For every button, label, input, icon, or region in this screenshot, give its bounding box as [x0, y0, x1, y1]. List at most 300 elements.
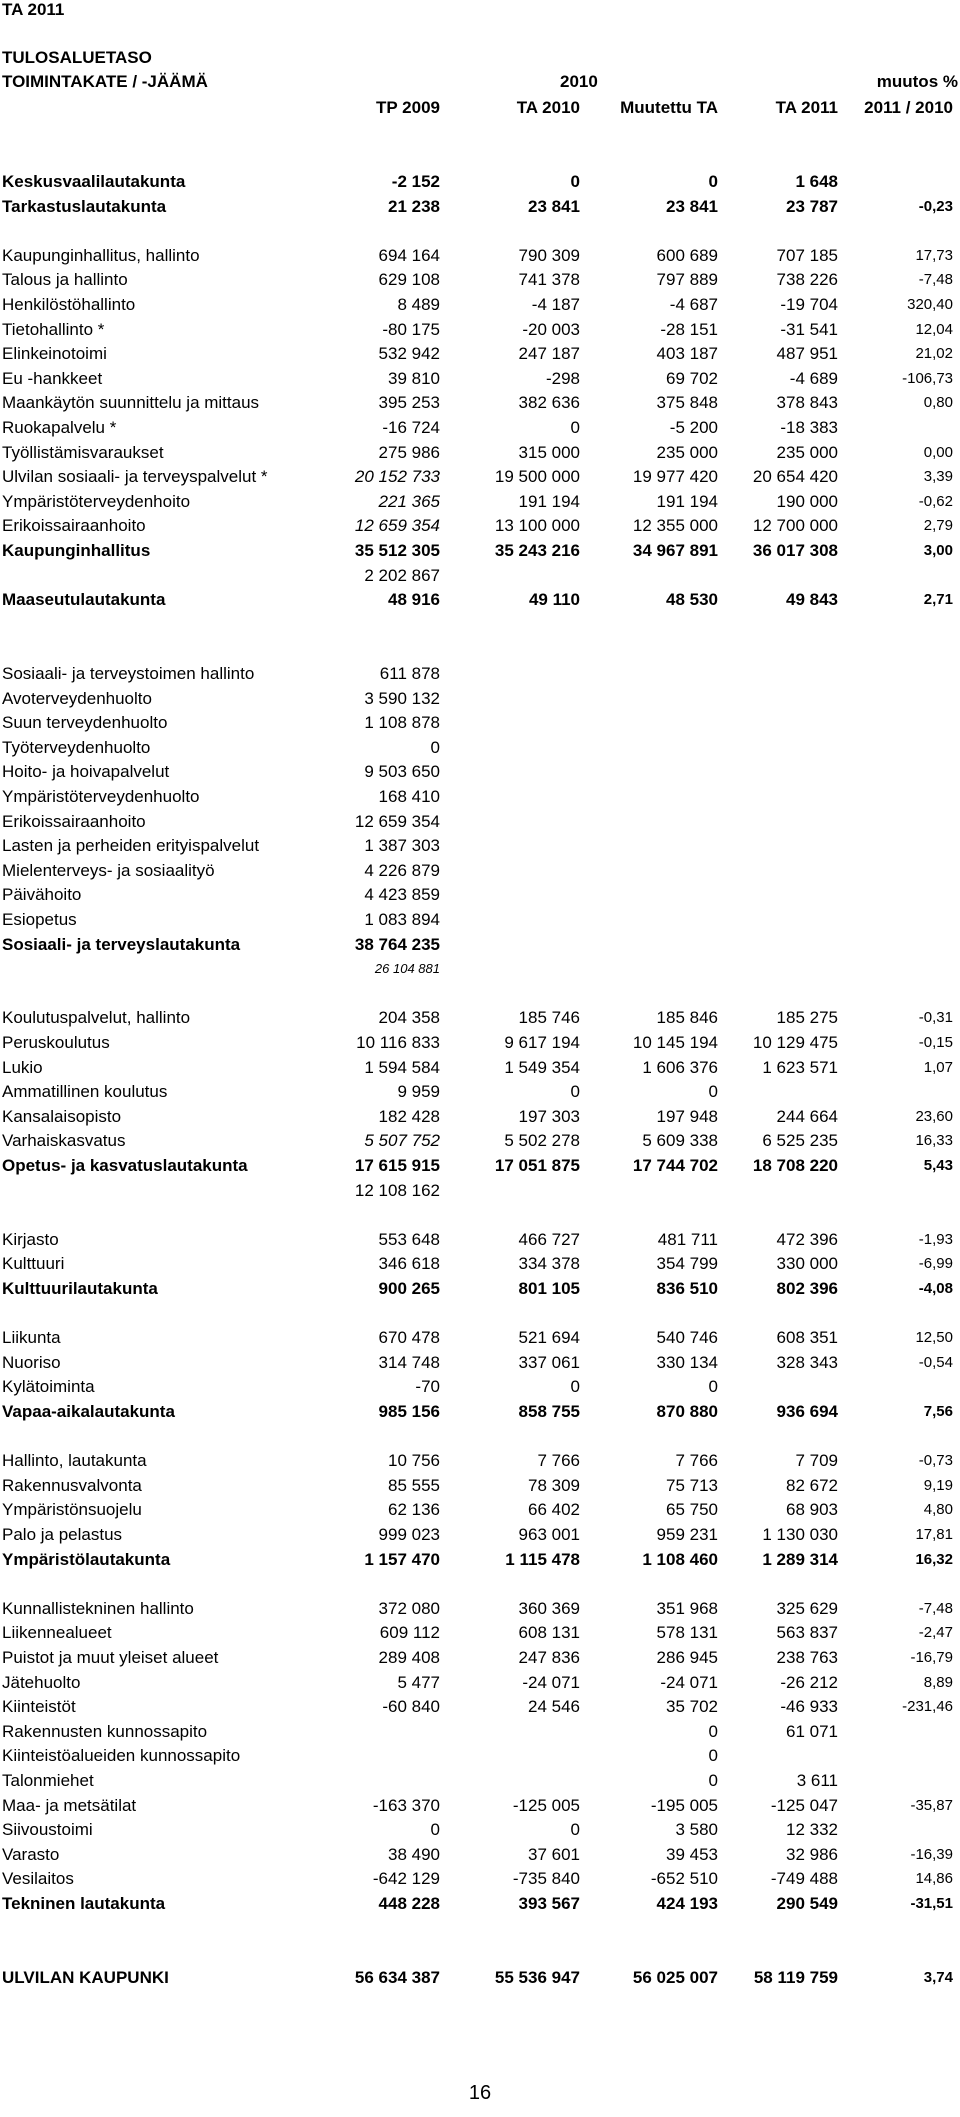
row-label: Kunnallistekninen hallinto	[2, 1598, 194, 1618]
subtotal-row	[0, 1966, 960, 1990]
cell-ta2010: 35 243 216	[494, 541, 580, 560]
table-row	[0, 859, 960, 883]
table-row	[0, 1818, 960, 1842]
cell-ta2011: 707 185	[776, 245, 838, 265]
cell-tp2009: 3 590 132	[364, 688, 440, 708]
cell-tp2009: 12 659 354	[354, 811, 440, 831]
cell-ta2011: 23 787	[786, 196, 838, 216]
cell-ta2011: 49 843	[786, 590, 838, 610]
table-row	[0, 293, 960, 317]
cell-muutettu-ta: 286 945	[656, 1648, 718, 1667]
cell-ta2010: 0	[570, 1820, 580, 1840]
row-label: Työterveydenhuolto	[2, 737, 151, 757]
table-row	[0, 490, 960, 514]
cell-ta2011: 3 611	[796, 1771, 838, 1790]
cell-change: -231,46	[902, 1698, 953, 1716]
row-label: Kylätoiminta	[2, 1377, 95, 1397]
table-row	[0, 1843, 960, 1867]
cell-ta2010: 315 000	[518, 442, 580, 462]
cell-tp2009: 5 507 752	[364, 1131, 440, 1151]
cell-change: -6,99	[918, 1255, 953, 1273]
cell-ta2011: 290 549	[776, 1894, 838, 1913]
cell-ta2011: 328 343	[776, 1352, 838, 1372]
table-row	[0, 1351, 960, 1375]
cell-ta2010: 858 755	[518, 1402, 580, 1421]
cell-muutettu-ta: 481 711	[657, 1229, 718, 1249]
cell-ta2011: 244 664	[776, 1106, 838, 1126]
cell-change: 17,73	[915, 246, 953, 264]
cell-ta2011: 12 700 000	[752, 516, 838, 536]
row-label: Lasten ja perheiden erityispalvelut	[2, 836, 260, 856]
cell-ta2011: -18 383	[780, 418, 838, 437]
cell-muutettu-ta: 0	[708, 172, 718, 191]
row-label: Talonmiehet	[2, 1771, 94, 1790]
cell-change: -0,31	[918, 1009, 953, 1027]
row-label: Hallinto, lautakunta	[2, 1451, 147, 1471]
cell-muutettu-ta: 65 750	[666, 1500, 718, 1520]
row-label: Tietohallinto *	[2, 319, 105, 339]
cell-ta2011: 1 289 314	[762, 1549, 838, 1569]
table-row	[0, 1375, 960, 1399]
table-row	[0, 268, 960, 292]
cell-muutettu-ta: 424 193	[656, 1894, 718, 1913]
table-row	[0, 1523, 960, 1547]
row-label: Mielenterveys- ja sosiaalityö	[2, 860, 215, 880]
cell-tp2009: 1 594 584	[364, 1057, 440, 1077]
cell-ta2010: 521 694	[518, 1328, 580, 1348]
cell-muutettu-ta: 0	[708, 1082, 718, 1102]
cell-tp2009: 275 986	[378, 442, 440, 462]
row-label: Työllistämisvaraukset	[2, 442, 164, 462]
table-row	[0, 1056, 960, 1080]
row-label: Puistot ja muut yleiset alueet	[2, 1648, 219, 1667]
table-row	[0, 957, 960, 981]
row-label: Siivoustoimi	[2, 1820, 93, 1840]
cell-tp2009: 448 228	[378, 1894, 440, 1913]
cell-tp2009: 900 265	[378, 1279, 440, 1298]
cell-muutettu-ta: 797 889	[656, 270, 718, 290]
cell-ta2010: 9 617 194	[504, 1033, 580, 1052]
cell-ta2011: 1 130 030	[762, 1525, 838, 1544]
cell-muutettu-ta: 354 799	[656, 1254, 718, 1274]
cell-ta2010: 49 110	[528, 590, 580, 610]
cell-change: 5,43	[923, 1157, 953, 1174]
subtotal-row	[0, 1892, 960, 1916]
cell-muutettu-ta: 56 025 007	[632, 1967, 718, 1987]
subtotal-row	[0, 1154, 960, 1178]
cell-ta2011: 68 903	[786, 1500, 838, 1520]
row-label: Talous ja hallinto	[2, 270, 128, 290]
cell-muutettu-ta: 10 145 194	[632, 1033, 718, 1052]
cell-ta2011: 1 648	[795, 172, 838, 191]
cell-muutettu-ta: 69 702	[666, 368, 718, 388]
cell-tp2009: 1 108 878	[364, 713, 440, 733]
cell-muutettu-ta: 330 134	[656, 1352, 718, 1372]
cell-ta2010: 13 100 000	[494, 516, 580, 536]
table-row	[0, 391, 960, 415]
cell-tp2009: 8 489	[397, 295, 440, 314]
cell-change: -0,15	[918, 1034, 953, 1051]
cell-ta2011: 325 629	[776, 1598, 838, 1618]
cell-ta2011: 487 951	[776, 344, 838, 364]
cell-tp2009: 314 748	[378, 1352, 440, 1372]
cell-ta2010: 66 402	[528, 1500, 580, 1520]
cell-change: 2,79	[923, 517, 953, 535]
cell-muutettu-ta: 870 880	[656, 1402, 718, 1421]
cell-ta2010: 191 194	[518, 491, 580, 511]
cell-tp2009: 39 810	[388, 368, 440, 388]
cell-tp2009: 553 648	[378, 1229, 440, 1249]
row-label: Kulttuurilautakunta	[2, 1279, 158, 1298]
table-row	[0, 1080, 960, 1104]
cell-tp2009: 85 555	[388, 1475, 440, 1495]
row-label: Kaupunginhallitus	[2, 541, 151, 560]
cell-ta2010: 466 727	[518, 1229, 580, 1249]
cell-ta2010: -20 003	[522, 319, 580, 339]
cell-ta2011: -4 689	[789, 368, 838, 388]
cell-change: 9,19	[923, 1476, 953, 1494]
row-label: Rakennusvalvonta	[2, 1475, 142, 1495]
cell-muutettu-ta: 197 948	[656, 1106, 718, 1126]
cell-tp2009: 10 116 833	[356, 1033, 440, 1052]
cell-ta2011: 7 709	[795, 1451, 838, 1471]
row-label: Palo ja pelastus	[2, 1525, 123, 1544]
cell-muutettu-ta: 375 848	[656, 393, 718, 413]
cell-tp2009: -16 724	[382, 418, 440, 437]
row-label: Ympäristönsuojelu	[2, 1500, 142, 1520]
cell-ta2010: -298	[545, 368, 580, 388]
cell-change: -0,62	[918, 492, 953, 510]
cell-ta2010: 963 001	[518, 1525, 580, 1544]
cell-muutettu-ta: 0	[708, 1377, 718, 1397]
cell-muutettu-ta: 191 194	[656, 491, 718, 511]
cell-muutettu-ta: 12 355 000	[632, 516, 718, 536]
cell-ta2010: -735 840	[512, 1869, 580, 1889]
row-label: Liikennealueet	[2, 1623, 112, 1643]
cell-ta2010: -4 187	[531, 295, 580, 314]
cell-change: -7,48	[918, 271, 953, 289]
change-percent-header: muutos %	[876, 72, 958, 91]
cell-ta2011: -19 704	[780, 295, 838, 314]
cell-muutettu-ta: -4 687	[669, 295, 718, 314]
row-label: Sosiaali- ja terveystoimen hallinto	[2, 664, 255, 683]
cell-ta2010: 17 051 875	[494, 1156, 580, 1175]
cell-muutettu-ta: 0	[708, 1721, 718, 1741]
cell-ta2011: 608 351	[776, 1328, 838, 1348]
cell-ta2011: 936 694	[776, 1402, 838, 1421]
table-row	[0, 1720, 960, 1744]
table-row	[0, 760, 960, 784]
cell-change: -0,23	[918, 197, 953, 215]
table-row	[0, 883, 960, 907]
table-row	[0, 342, 960, 366]
table-row	[0, 441, 960, 465]
cell-ta2011: 802 396	[776, 1279, 838, 1298]
cell-tp2009: 2 202 867	[364, 565, 440, 585]
subtotal-row	[0, 170, 960, 194]
cell-tp2009: 56 634 387	[354, 1967, 440, 1987]
cell-tp2009: 20 152 733	[354, 467, 440, 487]
cell-tp2009: 395 253	[378, 393, 440, 413]
table-row	[0, 367, 960, 391]
year-2010-header: 2010	[560, 72, 598, 91]
cell-muutettu-ta: 0	[708, 1771, 718, 1790]
cell-change: 1,07	[923, 1058, 953, 1076]
cell-ta2010: 19 500 000	[494, 467, 580, 487]
cell-muutettu-ta: 7 766	[675, 1451, 718, 1471]
cell-tp2009: 9 959	[397, 1082, 440, 1102]
row-label: Vapaa-aikalautakunta	[2, 1402, 175, 1421]
table-row	[0, 1179, 960, 1203]
subtotal-row	[0, 1548, 960, 1572]
table-row	[0, 1129, 960, 1153]
cell-ta2010: 197 303	[518, 1106, 580, 1126]
cell-muutettu-ta: -5 200	[669, 418, 718, 437]
cell-ta2010: 608 131	[518, 1623, 580, 1643]
cell-change: 14,86	[915, 1870, 953, 1888]
cell-tp2009: 21 238	[388, 196, 440, 216]
cell-muutettu-ta: 48 530	[666, 590, 718, 610]
cell-tp2009: 9 503 650	[364, 762, 440, 782]
row-label: Rakennusten kunnossapito	[2, 1721, 208, 1741]
table-row	[0, 514, 960, 538]
cell-muutettu-ta: 836 510	[656, 1279, 718, 1298]
table-row	[0, 662, 960, 686]
cell-ta2011: 20 654 420	[752, 467, 838, 487]
row-label: Suun terveydenhuolto	[2, 713, 168, 733]
cell-ta2011: 1 623 571	[762, 1057, 838, 1077]
row-label: Kirjasto	[2, 1229, 59, 1249]
subtotal-row	[0, 1277, 960, 1301]
cell-muutettu-ta: 351 968	[656, 1598, 718, 1618]
row-label: Ruokapalvelu *	[2, 418, 117, 437]
cell-ta2011: 185 275	[776, 1008, 838, 1028]
cell-change: 320,40	[907, 296, 953, 313]
row-label: Keskusvaalilautakunta	[2, 172, 186, 191]
cell-ta2011: -31 541	[780, 319, 838, 339]
table-row	[0, 1671, 960, 1695]
row-label: Hoito- ja hoivapalvelut	[2, 762, 170, 782]
cell-muutettu-ta: 1 108 460	[642, 1549, 718, 1569]
cell-tp2009: -80 175	[382, 319, 440, 339]
cell-muutettu-ta: 19 977 420	[632, 467, 718, 487]
cell-ta2011: 238 763	[776, 1648, 838, 1667]
table-row	[0, 1031, 960, 1055]
cell-ta2011: -46 933	[780, 1697, 838, 1717]
row-label: ULVILAN KAUPUNKI	[2, 1967, 169, 1987]
row-label: Liikunta	[2, 1328, 61, 1348]
cell-muutettu-ta: 540 746	[656, 1328, 718, 1348]
col-header-change: 2011 / 2010	[864, 98, 953, 117]
cell-muutettu-ta: 235 000	[656, 442, 718, 462]
cell-muutettu-ta: 75 713	[666, 1475, 718, 1495]
table-row	[0, 1867, 960, 1891]
cell-tp2009: -163 370	[372, 1795, 440, 1815]
cell-ta2011: 82 672	[786, 1475, 838, 1495]
cell-tp2009: 611 878	[379, 664, 440, 683]
row-label: Ulvilan sosiaali- ja terveyspalvelut *	[2, 467, 268, 487]
cell-ta2011: 6 525 235	[762, 1131, 838, 1151]
subtotal-row	[0, 195, 960, 219]
table-row	[0, 1769, 960, 1793]
cell-tp2009: 221 365	[378, 491, 440, 511]
row-label: Sosiaali- ja terveyslautakunta	[2, 934, 241, 954]
cell-change: -7,48	[918, 1599, 953, 1617]
table-row	[0, 711, 960, 735]
cell-tp2009: 182 428	[378, 1106, 440, 1126]
cell-ta2010: 0	[570, 1082, 580, 1102]
row-label: Kiinteistöalueiden kunnossapito	[2, 1746, 241, 1766]
row-label: Esiopetus	[2, 910, 77, 929]
cell-ta2011: 738 226	[776, 270, 838, 290]
cell-tp2009: 0	[430, 737, 440, 757]
row-label: Ympäristöterveydenhuolto	[2, 787, 200, 806]
cell-ta2011: 190 000	[776, 491, 838, 511]
cell-change: 4,80	[923, 1501, 953, 1519]
table-row	[0, 1597, 960, 1621]
row-label: Peruskoulutus	[2, 1033, 110, 1052]
table-row	[0, 687, 960, 711]
cell-muutettu-ta: -24 071	[660, 1672, 718, 1692]
table-row	[0, 785, 960, 809]
cell-tp2009: 62 136	[388, 1500, 440, 1520]
cell-ta2010: 185 746	[518, 1008, 580, 1028]
cell-muutettu-ta: 600 689	[656, 245, 718, 265]
cell-tp2009: 1 083 894	[364, 910, 440, 929]
cell-tp2009: 694 164	[378, 245, 440, 265]
row-label: Jätehuolto	[2, 1672, 81, 1692]
cell-muutettu-ta: 959 231	[656, 1525, 718, 1544]
table-row	[0, 1474, 960, 1498]
col-header-ta2010: TA 2010	[516, 98, 580, 117]
row-label: Avoterveydenhuolto	[2, 688, 152, 708]
cell-tp2009: 609 112	[379, 1623, 440, 1643]
cell-ta2011: 472 396	[776, 1229, 838, 1249]
table-row	[0, 1449, 960, 1473]
row-label: Lukio	[2, 1057, 43, 1077]
table-row	[0, 244, 960, 268]
table-row	[0, 318, 960, 342]
cell-change: -0,73	[918, 1452, 953, 1470]
cell-ta2010: 247 836	[518, 1648, 580, 1667]
table-row	[0, 1498, 960, 1522]
row-label: Varasto	[2, 1844, 60, 1864]
row-label: Ammatillinen koulutus	[2, 1082, 168, 1102]
table-row	[0, 1326, 960, 1350]
row-label: Tarkastuslautakunta	[2, 196, 167, 216]
table-row	[0, 1794, 960, 1818]
row-label: Kulttuuri	[2, 1254, 65, 1274]
subtotal-row	[0, 588, 960, 612]
cell-tp2009: -60 840	[382, 1697, 440, 1717]
cell-change: 17,81	[915, 1526, 953, 1543]
cell-ta2011: -125 047	[770, 1795, 838, 1815]
cell-ta2011: 58 119 759	[753, 1967, 838, 1987]
cell-ta2010: 393 567	[518, 1894, 580, 1913]
subtotal-row	[0, 1400, 960, 1424]
cell-ta2010: 334 378	[518, 1254, 580, 1274]
page-number: 16	[468, 2082, 492, 2104]
cell-muutettu-ta: 578 131	[656, 1623, 718, 1643]
cell-tp2009: 26 104 881	[374, 961, 440, 977]
cell-change: 16,33	[915, 1132, 953, 1150]
cell-muutettu-ta: -28 151	[660, 319, 718, 339]
cell-change: 16,32	[915, 1550, 953, 1568]
row-label: Elinkeinotoimi	[2, 344, 107, 364]
cell-tp2009: 629 108	[378, 270, 440, 290]
cell-tp2009: 5 477	[397, 1672, 440, 1692]
table-row	[0, 1621, 960, 1645]
cell-change: -1,93	[918, 1230, 953, 1248]
cell-ta2010: 247 187	[518, 344, 580, 364]
cell-ta2010: 801 105	[518, 1279, 580, 1298]
cell-change: 0,00	[923, 443, 953, 461]
table-row	[0, 1252, 960, 1276]
cell-muutettu-ta: 34 967 891	[632, 541, 718, 560]
cell-change: -31,51	[910, 1895, 953, 1912]
document-title: TA 2011	[2, 0, 65, 19]
cell-ta2011: -26 212	[780, 1672, 838, 1692]
cell-change: -16,39	[910, 1845, 953, 1863]
cell-tp2009: -642 129	[372, 1869, 440, 1889]
table-row	[0, 908, 960, 932]
cell-muutettu-ta: 3 580	[675, 1820, 718, 1840]
cell-muutettu-ta: 17 744 702	[632, 1156, 718, 1175]
cell-muutettu-ta: -652 510	[650, 1869, 718, 1889]
cell-tp2009: 4 423 859	[364, 885, 440, 905]
table-row	[0, 1744, 960, 1768]
cell-tp2009: 4 226 879	[364, 860, 440, 880]
cell-tp2009: 346 618	[378, 1254, 440, 1274]
cell-ta2011: 61 071	[786, 1721, 838, 1741]
row-label: Opetus- ja kasvatuslautakunta	[2, 1156, 248, 1175]
cell-ta2010: 55 536 947	[494, 1967, 580, 1987]
cell-tp2009: 12 659 354	[354, 516, 440, 536]
cell-tp2009: 372 080	[378, 1598, 440, 1618]
row-label: Nuoriso	[2, 1352, 61, 1372]
cell-ta2010: 24 546	[528, 1697, 580, 1717]
cell-muutettu-ta: 5 609 338	[642, 1131, 718, 1151]
cell-ta2010: 78 309	[528, 1475, 580, 1495]
cell-tp2009: 289 408	[378, 1648, 440, 1667]
cell-tp2009: 204 358	[378, 1008, 440, 1028]
cell-change: 21,02	[915, 345, 953, 363]
table-row	[0, 465, 960, 489]
cell-muutettu-ta: 0	[708, 1746, 718, 1766]
cell-muutettu-ta: 1 606 376	[642, 1057, 718, 1077]
cell-ta2011: 235 000	[776, 442, 838, 462]
row-label: Maaseutulautakunta	[2, 590, 166, 610]
cell-ta2011: 330 000	[776, 1254, 838, 1274]
cell-change: -4,08	[918, 1280, 953, 1297]
cell-change: -0,54	[918, 1353, 953, 1371]
cell-change: -106,73	[902, 369, 953, 387]
col-header-muutettu-ta: Muutettu TA	[620, 98, 718, 117]
table-row	[0, 1646, 960, 1670]
cell-ta2011: 32 986	[786, 1844, 838, 1864]
row-label: Erikoissairaanhoito	[2, 811, 146, 831]
row-label: Vesilaitos	[2, 1869, 74, 1889]
subtotal-row	[0, 933, 960, 957]
table-row	[0, 1105, 960, 1129]
cell-muutettu-ta: -195 005	[650, 1795, 718, 1815]
cell-tp2009: -2 152	[391, 172, 440, 191]
row-label: Henkilöstöhallinto	[2, 295, 136, 314]
cell-ta2010: 360 369	[518, 1598, 580, 1618]
cell-tp2009: 35 512 305	[354, 541, 440, 560]
cell-ta2010: 1 549 354	[504, 1057, 580, 1077]
cell-tp2009: 670 478	[378, 1328, 440, 1348]
